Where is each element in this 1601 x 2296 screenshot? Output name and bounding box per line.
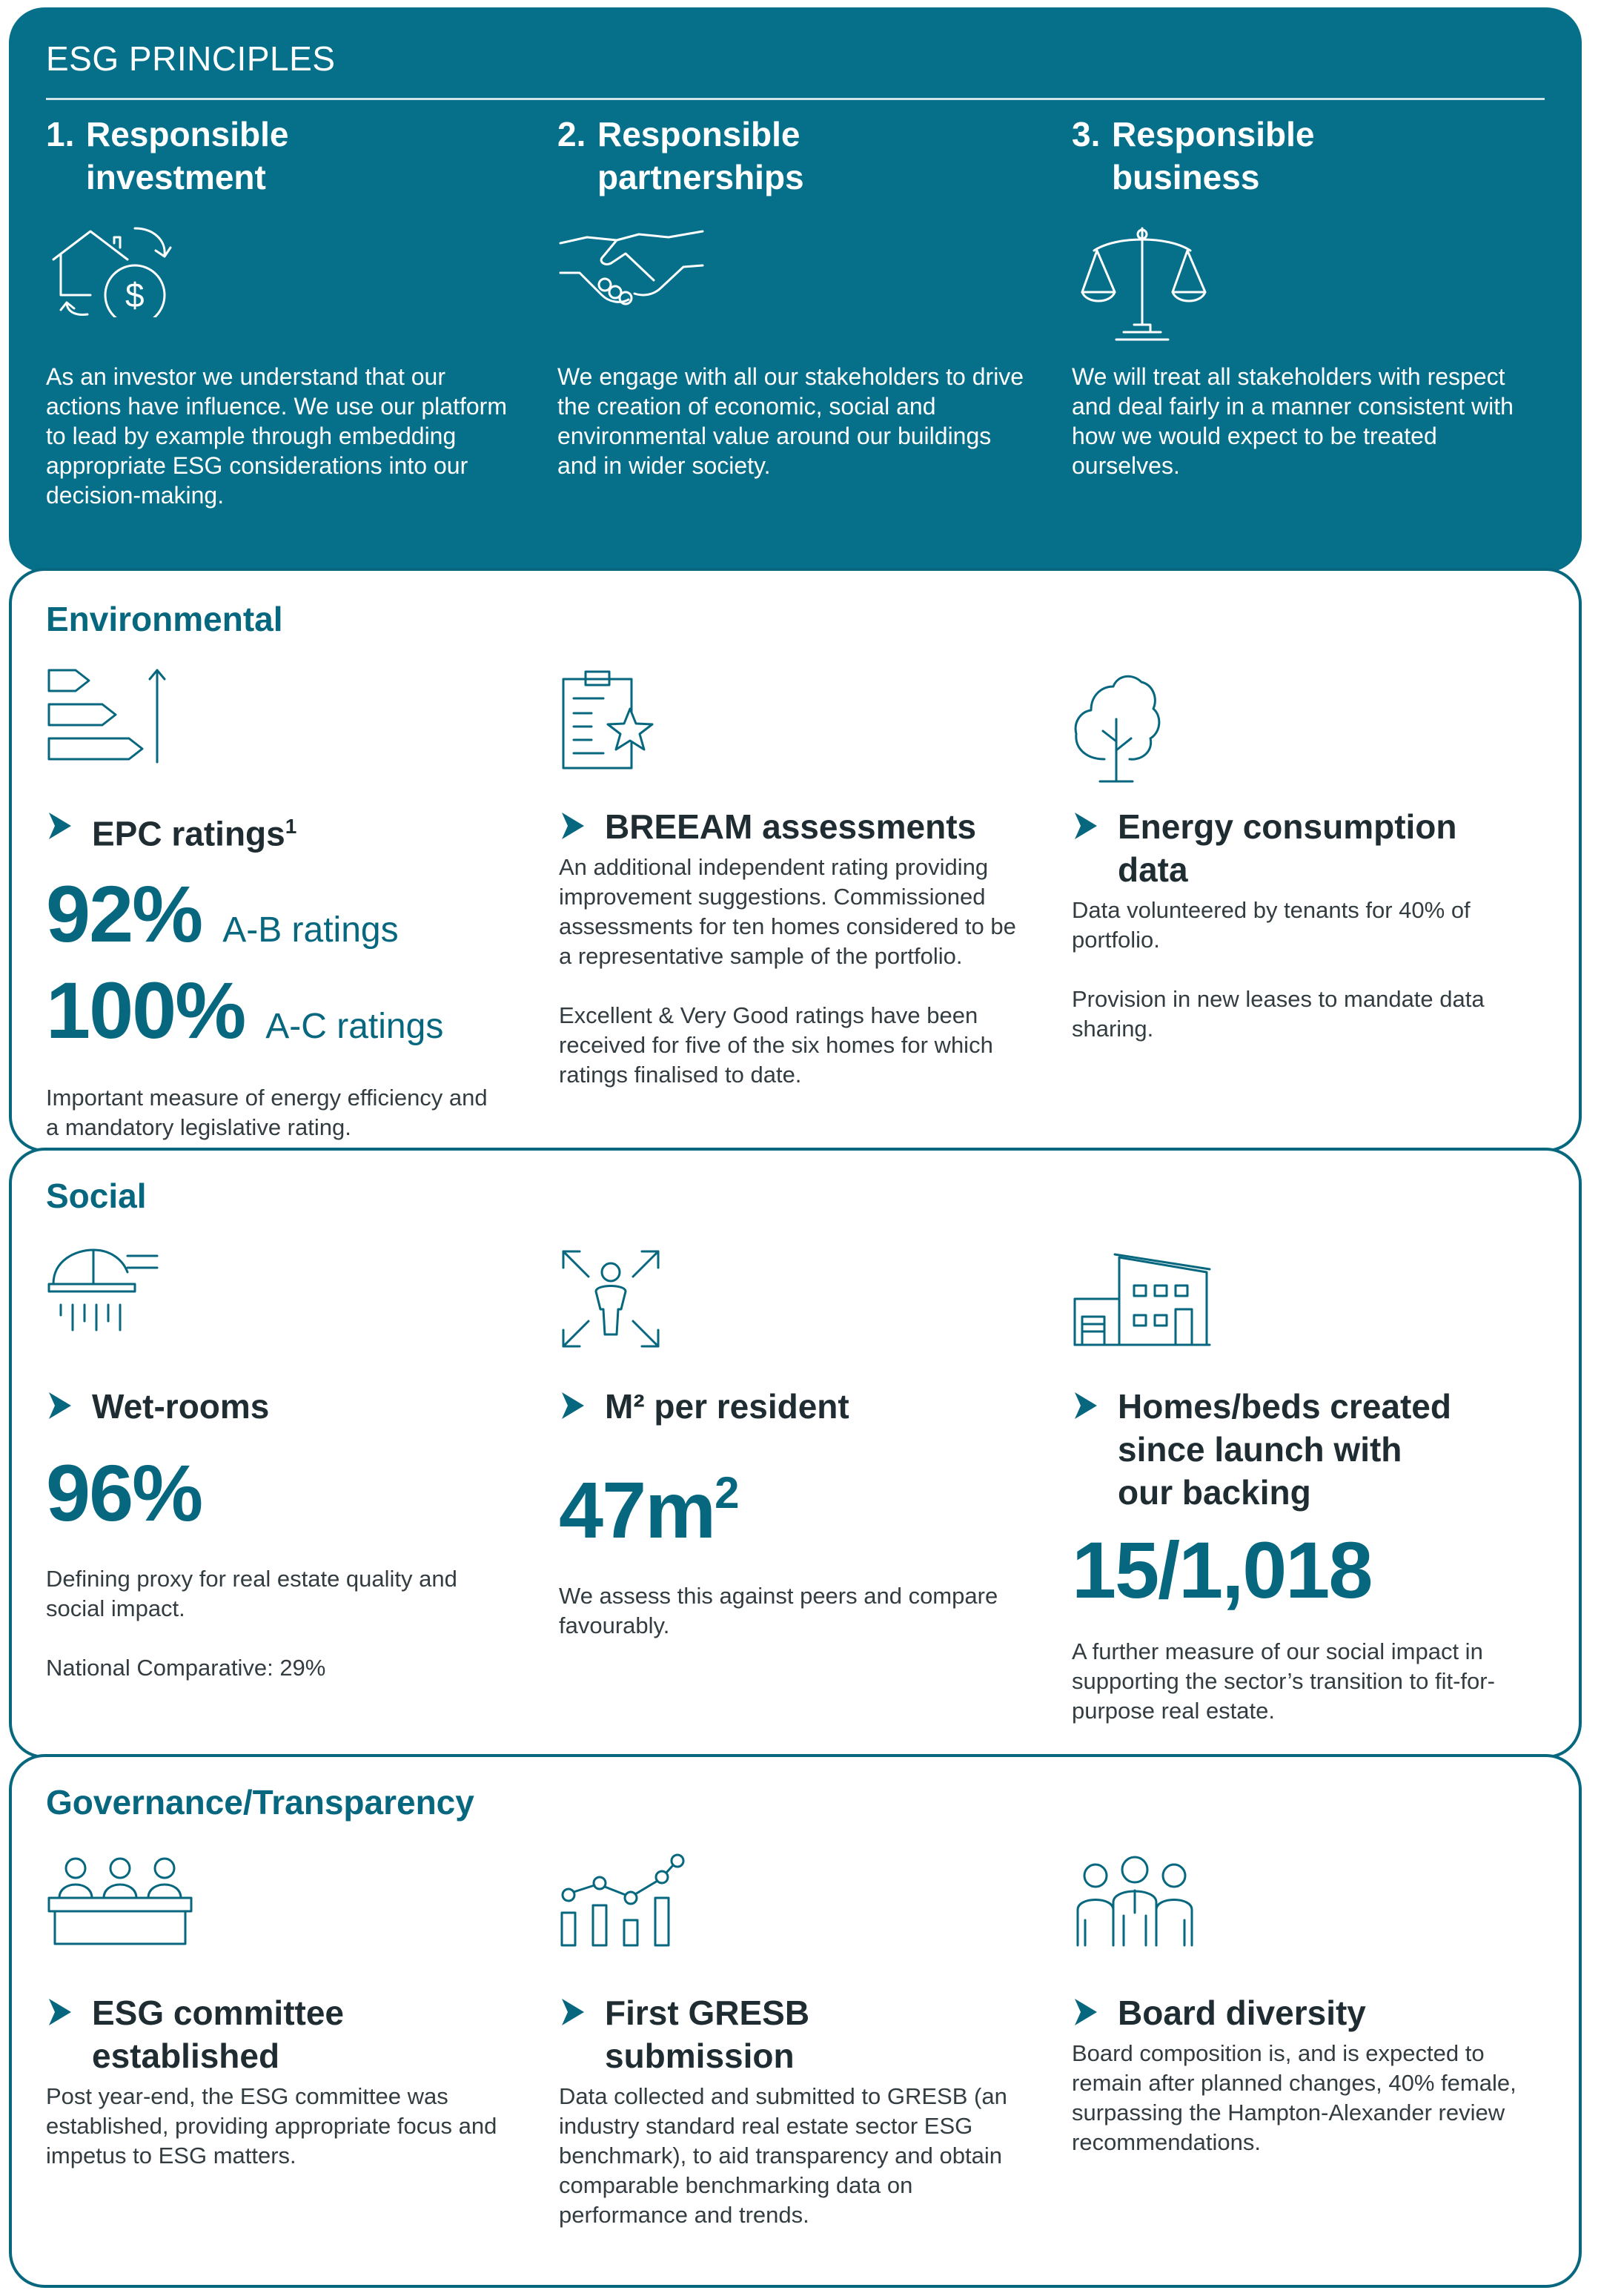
m2-stat: $47m^2$ bbox=[559, 1465, 738, 1555]
svg-text:$: $ bbox=[125, 276, 145, 314]
chevron-right-icon bbox=[46, 811, 73, 841]
board-text: Board composition is, and is expected to remain after planned changes, 40% female, surpassing the Hampton-Alexander review recommendations. bbox=[1072, 2040, 1517, 2155]
principle-responsible-investment bbox=[46, 113, 535, 510]
epc-ratings-block bbox=[46, 667, 520, 1142]
esg-principles-panel bbox=[9, 7, 1582, 572]
epc-stat-ac: 100% A-C ratings bbox=[46, 965, 444, 1056]
chevron-right-icon bbox=[1072, 1997, 1098, 2027]
m2-text: We assess this against peers and compare favourably. bbox=[559, 1583, 998, 1638]
wet-rooms-block bbox=[46, 1247, 520, 1683]
committee-icon bbox=[46, 1853, 520, 1965]
m2-per-resident-block bbox=[559, 1247, 1033, 1641]
section-title: Environmental bbox=[46, 600, 283, 638]
environmental-panel bbox=[9, 568, 1582, 1152]
energy-heading: Energy consumption data bbox=[1072, 805, 1546, 891]
chevron-right-icon bbox=[1072, 1391, 1098, 1420]
chevron-right-icon bbox=[46, 1391, 73, 1420]
principle-heading: 1. Responsible investment bbox=[46, 115, 289, 196]
chevron-right-icon bbox=[559, 1997, 586, 2027]
breeam-heading: BREEAM assessments bbox=[559, 805, 1033, 848]
board-diversity-block bbox=[1072, 1853, 1546, 2157]
clipboard-star-icon bbox=[559, 667, 1033, 778]
wet-rooms-text-1: Defining proxy for real estate quality and social impact. bbox=[46, 1566, 457, 1621]
house-dollar-cycle-icon bbox=[46, 221, 535, 354]
wet-rooms-text-2: National Comparative: 29% bbox=[46, 1655, 326, 1681]
energy-consumption-block bbox=[1072, 667, 1546, 1044]
principle-text: We engage with all our stakeholders to drive the creation of economic, social and environmental value around our buildings and in wider society. bbox=[557, 363, 1024, 479]
energy-text-1: Data volunteered by tenants for 40% of portfolio. bbox=[1072, 897, 1471, 953]
scales-icon bbox=[1072, 221, 1561, 354]
energy-text-2: Provision in new leases to mandate data sharing. bbox=[1072, 986, 1485, 1042]
energy-rating-icon bbox=[46, 667, 520, 778]
building-icon bbox=[1072, 1247, 1546, 1358]
chevron-right-icon bbox=[559, 1391, 586, 1420]
breeam-text-1: An additional independent rating providing improvement suggestions. Commissioned assessments for ten homes considered to be a representative sample of the portfolio. bbox=[559, 854, 1016, 969]
chevron-right-icon bbox=[46, 1997, 73, 2027]
gresb-text: Data collected and submitted to GRESB (an industry standard real estate sector ESG benchmark), to aid transparency and obtain comparable benchmarking data on performance and trends. bbox=[559, 2083, 1007, 2228]
section-title: Governance/Transparency bbox=[46, 1783, 474, 1822]
governance-panel bbox=[9, 1754, 1582, 2288]
homes-stat: 15/1,018 bbox=[1072, 1525, 1372, 1615]
shower-icon bbox=[46, 1247, 520, 1358]
homes-created-block bbox=[1072, 1247, 1546, 1726]
breeam-block bbox=[559, 667, 1033, 1090]
section-title: Social bbox=[46, 1177, 147, 1215]
gresb-heading: First GRESB submission bbox=[559, 1991, 1033, 2077]
person-space-icon bbox=[559, 1247, 1033, 1358]
principle-responsible-partnerships bbox=[557, 113, 1047, 480]
homes-heading: Homes/beds created since launch with our backing bbox=[1072, 1385, 1546, 1514]
principle-responsible-business bbox=[1072, 113, 1561, 480]
social-panel bbox=[9, 1148, 1582, 1759]
chevron-right-icon bbox=[559, 811, 586, 841]
esg-committee-block bbox=[46, 1853, 520, 2171]
committee-text: Post year-end, the ESG committee was established, providing appropriate focus and impetus to ESG matters. bbox=[46, 2083, 497, 2168]
m2-heading: M² per resident bbox=[559, 1385, 1033, 1428]
principle-text: We will treat all stakeholders with respect and deal fairly in a manner consistent with how we would expect to be treated ourselves. bbox=[1072, 363, 1514, 479]
breeam-text-2: Excellent & Very Good ratings have been received for five of the six homes for which ratings finalised to date. bbox=[559, 1002, 993, 1088]
gresb-block bbox=[559, 1853, 1033, 2230]
epc-stat-ab: 92% A-B ratings bbox=[46, 869, 399, 959]
handshake-icon bbox=[557, 221, 1047, 354]
wet-rooms-stat: 96% bbox=[46, 1448, 202, 1538]
principles-title: ESG PRINCIPLES bbox=[46, 39, 336, 78]
principle-heading: 2. Responsible partnerships bbox=[557, 115, 804, 196]
board-heading: Board diversity bbox=[1072, 1991, 1546, 2034]
divider bbox=[46, 98, 1545, 100]
homes-text: A further measure of our social impact in supporting the sector’s transition to fit-for-purpose real estate. bbox=[1072, 1638, 1495, 1724]
tree-icon bbox=[1072, 667, 1546, 778]
bar-chart-icon bbox=[559, 1853, 1033, 1965]
wet-rooms-heading: Wet-rooms bbox=[46, 1385, 520, 1428]
committee-heading: ESG committee established bbox=[46, 1991, 520, 2077]
epc-heading: EPC ratings$^1$ bbox=[46, 805, 520, 855]
people-group-icon bbox=[1072, 1853, 1546, 1965]
principle-heading: 3. Responsible business bbox=[1072, 115, 1315, 196]
epc-text: Important measure of energy efficiency and a mandatory legislative rating. bbox=[46, 1085, 488, 1141]
principle-text: As an investor we understand that our actions have influence. We use our platform to lead by example through embedding appropriate ESG considerations into our decision-making. bbox=[46, 363, 507, 509]
chevron-right-icon bbox=[1072, 811, 1098, 841]
